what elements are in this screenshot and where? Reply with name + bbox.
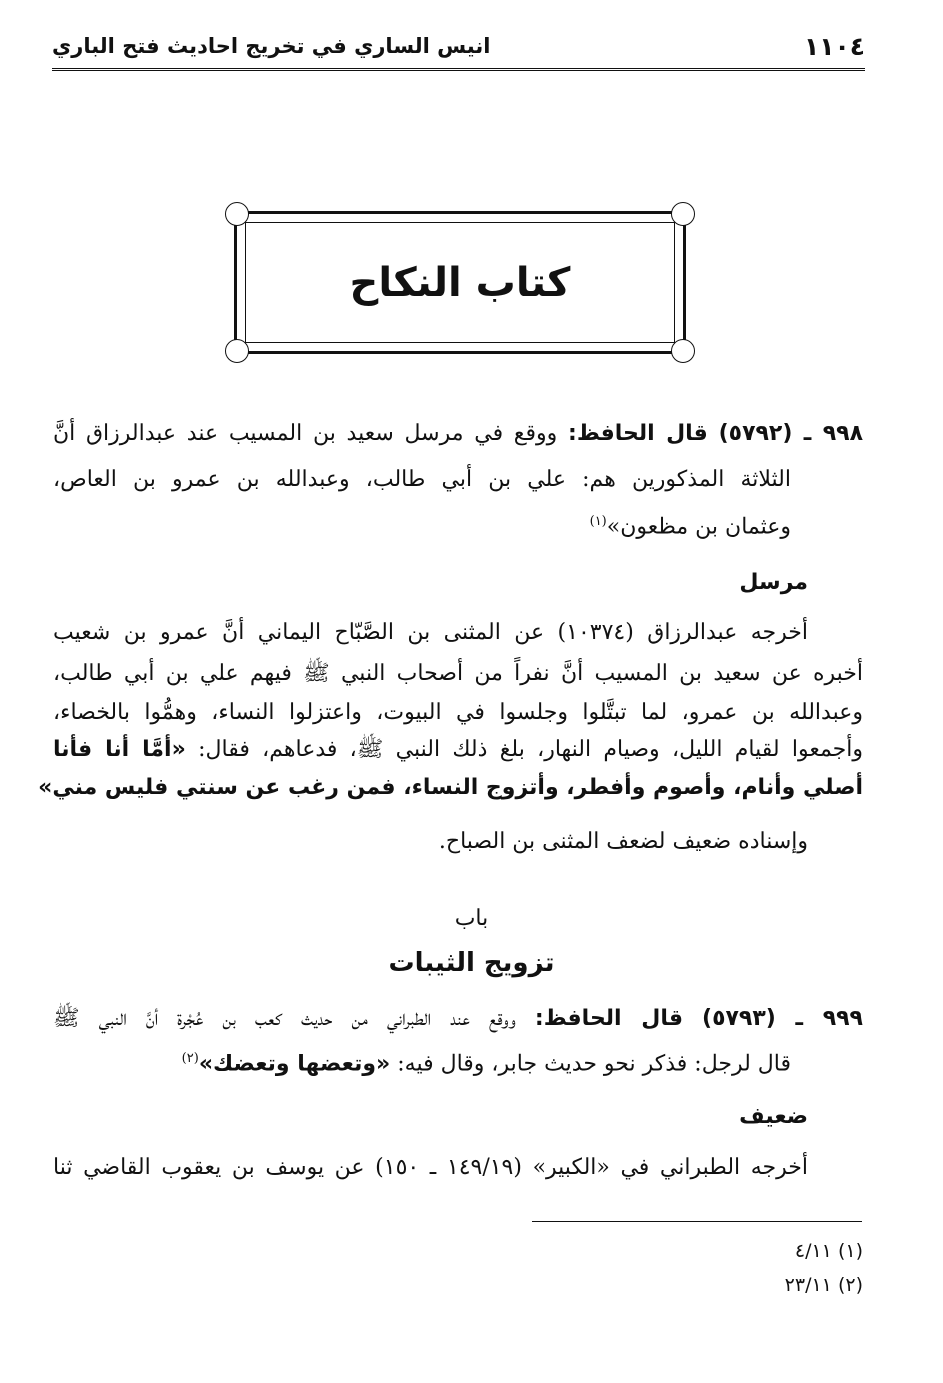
footnote-1-marker: (١) <box>837 1240 863 1262</box>
entry-998-para-4 <box>53 739 863 761</box>
frame-ornament-icon <box>225 339 249 363</box>
entry-999-line-2 <box>182 1052 791 1075</box>
entry-998-line-2: الثلاثة المذكورين هم: علي بن أبي طالب، وعبدالله بن عمرو بن العاص، <box>53 467 791 492</box>
entry-998-label: قال الحافظ: <box>568 421 708 446</box>
entry-998-para-4-text: وأجمعوا لقيام الليل، وصيام النهار، بلغ ذلك النبي ﷺ، فدعاهم، فقال: <box>198 737 863 762</box>
entry-998-para-2: أخبره عن سعيد بن المسيب أنَّ نفراً من أصحاب النبي ﷺ فيهم علي بن أبي طالب، <box>53 661 863 686</box>
running-header <box>52 30 865 71</box>
entry-998-grade: مرسل <box>739 570 808 595</box>
entry-999-number: ٩٩٩ ـ (٥٧٩٣) <box>702 1006 863 1031</box>
entry-998-text: ووقع في مرسل سعيد بن المسيب عند عبدالرزاق أنَّ <box>53 421 558 446</box>
footnote-ref-2: (٢) <box>181 1051 199 1066</box>
entry-998-para-5: أصلي وأنام، وأصوم وأفطر، وأتزوج النساء، فمن رغب عن سنتي فليس مني» <box>38 775 863 800</box>
entry-998-para-4-quote: «أمَّا أنا فأنا <box>53 737 186 762</box>
chapter-frame <box>234 211 686 354</box>
frame-ornament-icon <box>225 202 249 226</box>
entry-999-label: قال الحافظ: <box>534 1006 684 1031</box>
entry-999-line-2-text: قال لرجل: فذكر نحو حديث جابر، وقال فيه: <box>397 1051 791 1077</box>
section-bab: باب <box>454 906 489 931</box>
entry-998-line-3 <box>590 515 791 538</box>
entry-998-number: ٩٩٨ ـ (٥٧٩٢) <box>718 421 864 446</box>
chapter-title: كتاب النكاح <box>349 260 571 306</box>
entry-999-grade: ضعيف <box>739 1104 808 1129</box>
footnote-ref-1: (١) <box>589 514 607 529</box>
entry-998-para-1: أخرجه عبدالرزاق (١٠٣٧٤) عن المثنى بن الصَّبّاح اليماني أنَّ عمرو بن شعيب <box>53 620 808 645</box>
frame-ornament-icon <box>671 339 695 363</box>
entry-998-para-3: وعبدالله بن عمرو، لما تبتَّلوا وجلسوا في البيوت، واعتزلوا النساء، وهمُّوا بالخصاء، <box>53 700 863 725</box>
entry-999-para-1: أخرجه الطبراني في «الكبير» (١٤٩/١٩ ـ ١٥٠) عن يوسف بن يعقوب القاضي ثنا <box>53 1155 809 1180</box>
running-title: انيس الساري في تخريج احاديث فتح الباري <box>52 34 491 58</box>
entry-998-line-1 <box>53 423 863 445</box>
entry-999-quote: «وتعضها وتعضك» <box>198 1051 391 1077</box>
footnote-rule <box>532 1221 862 1222</box>
frame-ornament-icon <box>671 202 695 226</box>
footnote-2 <box>785 1274 863 1296</box>
footnote-2-text: ٢٣/١١ <box>784 1274 832 1296</box>
entry-999-text: ووقع عند الطبراني من حديث كعب بن عُجْرة أنَّ النبي ﷺ <box>53 1006 516 1031</box>
footnote-2-marker: (٢) <box>837 1274 863 1296</box>
section-title: تزويج الثيبات <box>388 948 555 978</box>
page-number: ١١٠٤ <box>803 32 865 61</box>
entry-998-line-3-text: وعثمان بن مظعون» <box>606 514 791 540</box>
entry-998-para-6: وإسناده ضعيف لضعف المثنى بن الصباح. <box>438 829 808 854</box>
footnote-1 <box>795 1240 863 1262</box>
entry-999-line-1 <box>53 1008 863 1030</box>
footnote-1-text: ٤/١١ <box>794 1240 832 1262</box>
